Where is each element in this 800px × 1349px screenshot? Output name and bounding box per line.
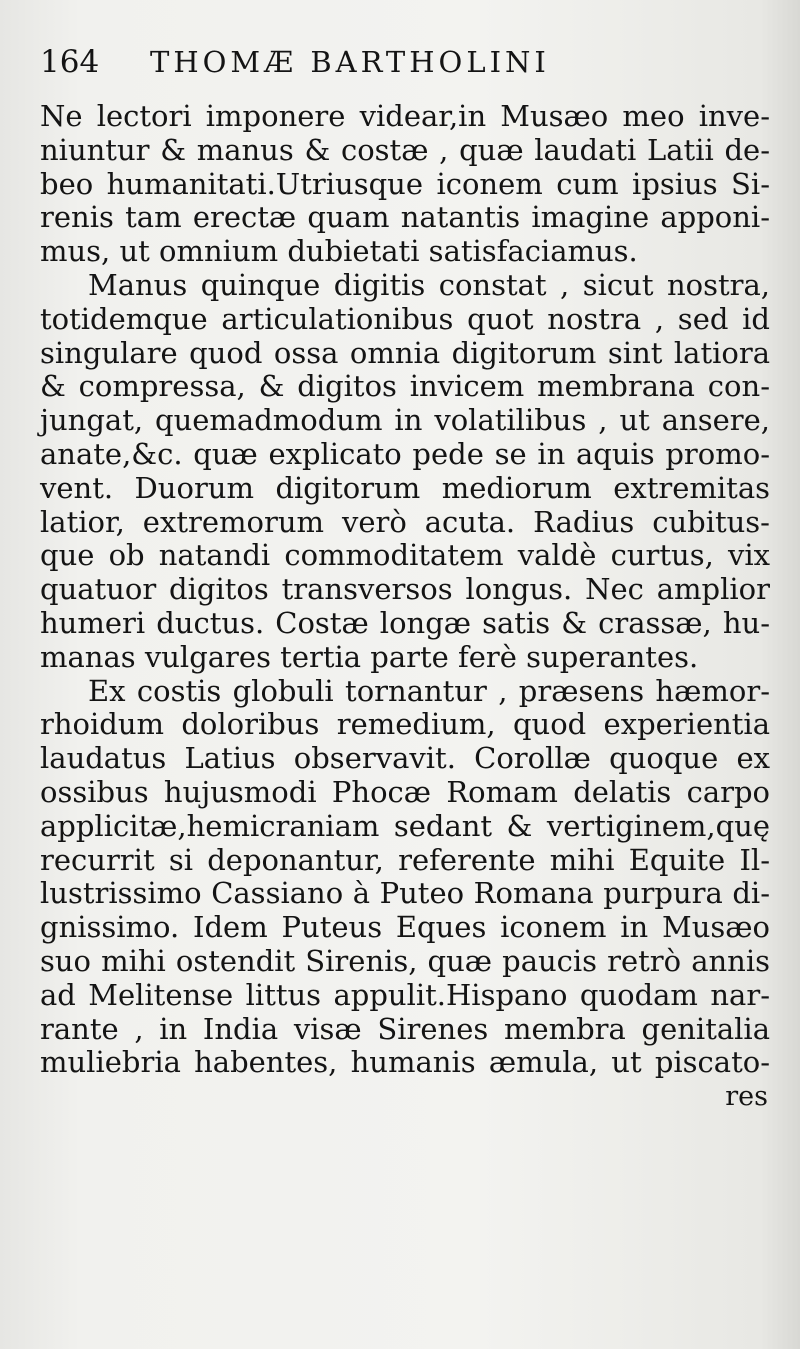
text-line: latior, extremorum verò acuta. Radius cubitus- (40, 504, 770, 539)
page-header (40, 44, 770, 96)
text-line: renis tam erectæ quam natantis imagine apponi- (40, 200, 770, 235)
body-text (40, 100, 770, 1080)
text-line: vent. Duorum digitorum mediorum extremitas (40, 470, 770, 505)
text-line: ad Melitense littus appulit.Hispano quodam nar- (40, 977, 770, 1012)
text-line: niuntur & manus & costæ , quæ laudati Latii de- (40, 132, 770, 167)
text-line: ossibus hujusmodi Phocæ Romam delatis carpo (40, 774, 770, 809)
text-line: que ob natandi commoditatem valdè curtus, vix (40, 538, 770, 573)
text-line: mus, ut omnium dubietati satisfaciamus. (40, 234, 638, 269)
text-line: Ex costis globuli tornantur , præsens hæmor- (88, 673, 770, 708)
text-line: rhoidum doloribus remedium, quod experientia (40, 707, 770, 742)
text-line: quatuor digitos transversos longus. Nec amplior (40, 572, 770, 607)
text-line: totidemque articulationibus quot nostra , sed id (40, 301, 770, 336)
text-line: recurrit si deponantur, referente mihi Equite Il- (40, 842, 770, 877)
text-line: Manus quinque digitis constat , sicut nostra, (88, 267, 770, 302)
running-head: THOMÆ BARTHOLINI (150, 45, 550, 79)
page-number: 164 (40, 44, 100, 80)
text-line: anate,&c. quæ explicato pede se in aquis promo- (40, 436, 770, 471)
text-line: jungat, quemadmodum in volatilibus , ut ansere, (40, 403, 770, 438)
text-line: manas vulgares tertia parte ferè superantes. (40, 639, 699, 674)
text-line: suo mihi ostendit Sirenis, quæ paucis retrò annis (40, 943, 770, 978)
text-line: humeri ductus. Costæ longæ satis & crassæ, hu- (40, 605, 770, 640)
catchword: res (725, 1081, 768, 1113)
text-line: rante , in India visæ Sirenes membra genitalia (40, 1011, 770, 1046)
text-line: laudatus Latius observavit. Corollæ quoque ex (40, 741, 770, 776)
text-line: beo humanitati.Utriusque iconem cum ipsius Si- (40, 166, 770, 201)
text-line: muliebria habentes, humanis æmula, ut piscato- (40, 1045, 770, 1080)
text-line: gnissimo. Idem Puteus Eques iconem in Musæo (40, 910, 770, 945)
text-line: singulare quod ossa omnia digitorum sint latiora (40, 335, 770, 370)
text-line: Ne lectori imponere videar,in Musæo meo inve- (40, 99, 770, 133)
text-line: applicitæ,hemicraniam sedant & vertiginem,quę (40, 808, 770, 843)
text-line: & compressa, & digitos invicem membrana con- (40, 369, 770, 404)
text-line: lustrissimo Cassiano à Puteo Romana purpura di- (40, 876, 770, 911)
